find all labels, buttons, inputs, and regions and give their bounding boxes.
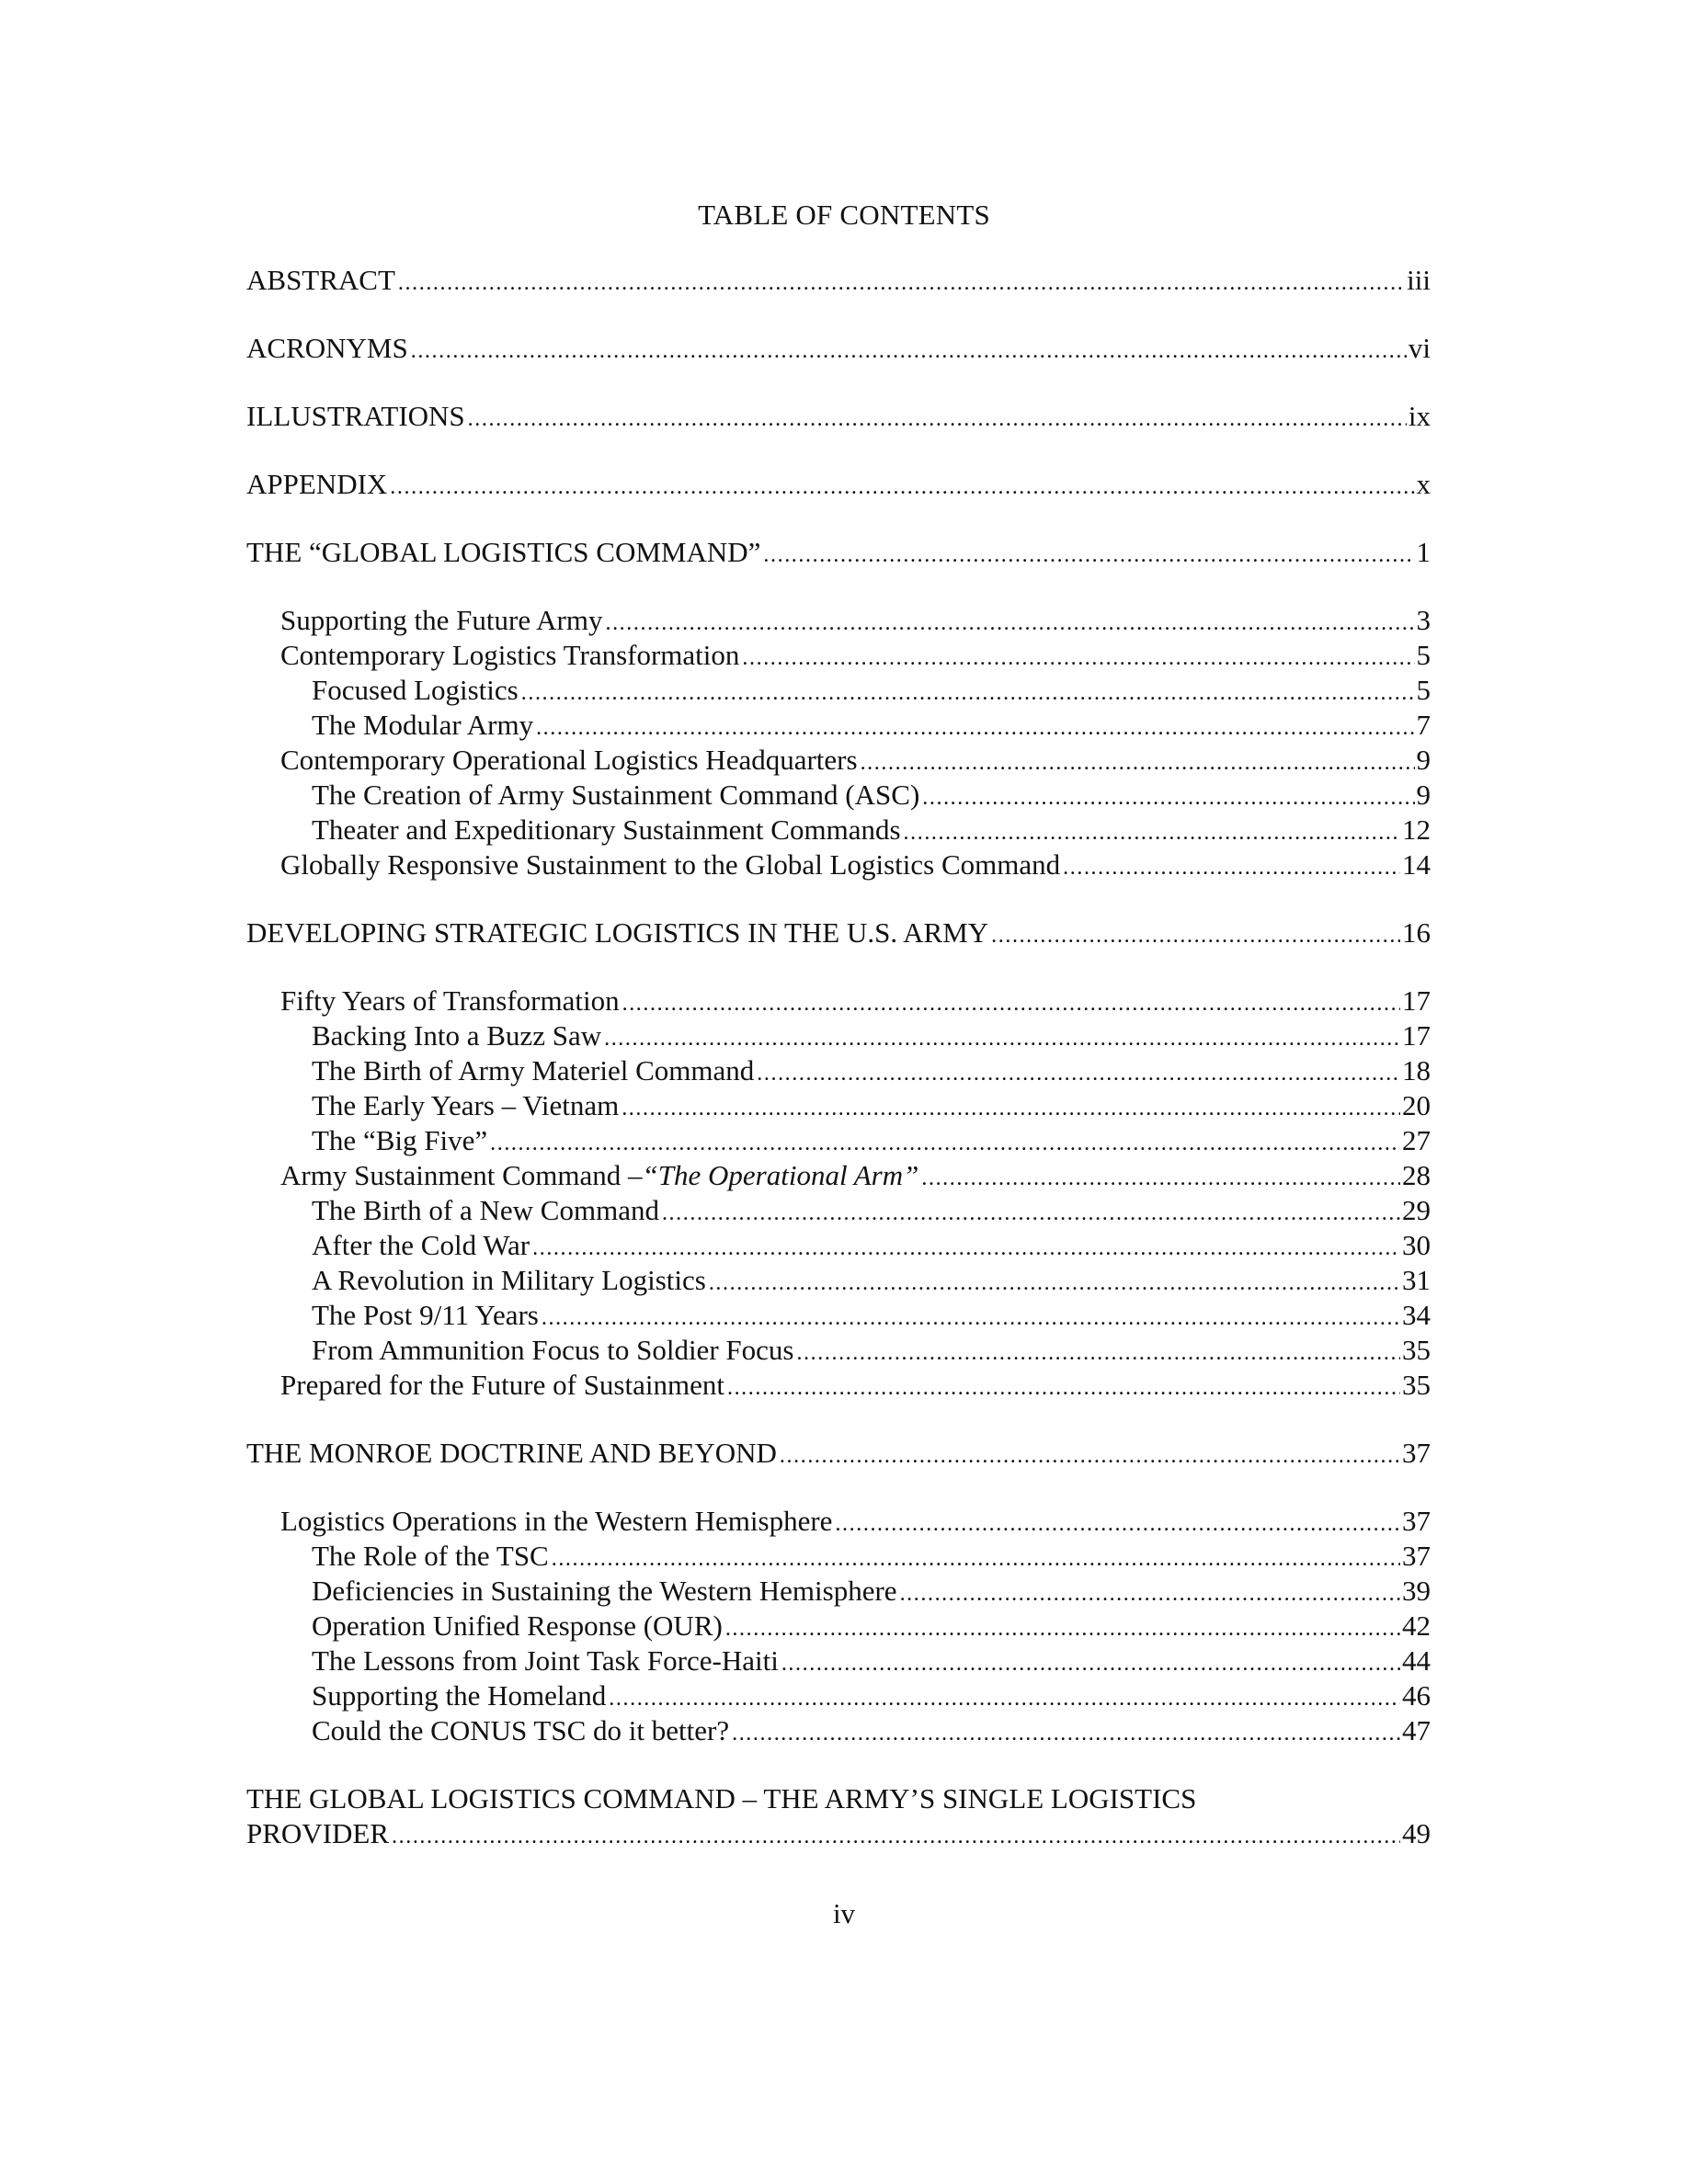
toc-entry[interactable]: [246, 708, 1431, 743]
toc-entry-wrapped-line1[interactable]: THE GLOBAL LOGISTICS COMMAND – THE ARMY’S SINGLE LOGISTICS: [246, 1782, 1197, 1814]
toc-entry-page: 34: [1402, 1299, 1431, 1331]
toc-entry[interactable]: [246, 1298, 1431, 1333]
toc-entry-text: The Lessons from Joint Task Force-Haiti: [312, 1644, 779, 1677]
dot-leader: [604, 1018, 1400, 1056]
toc-entry-text: Supporting the Homeland: [312, 1679, 607, 1712]
toc-entry-page: 47: [1402, 1714, 1431, 1746]
dot-leader: [921, 1158, 1400, 1196]
dot-leader: [757, 1053, 1400, 1091]
toc-entry-page: 7: [1416, 709, 1431, 741]
dot-leader: [622, 1088, 1400, 1126]
toc-entry[interactable]: [246, 1678, 1431, 1713]
toc-entry-page: ix: [1408, 400, 1431, 432]
dot-leader: [536, 708, 1414, 745]
dot-leader: [780, 1436, 1400, 1473]
toc-entry-text: Operation Unified Response (OUR): [312, 1610, 723, 1642]
toc-entry-page: 5: [1416, 639, 1431, 671]
toc-entry-text: Theater and Expeditionary Sustainment Commands: [312, 813, 901, 846]
toc-entry[interactable]: [246, 1539, 1431, 1574]
toc-entry-page: 29: [1402, 1194, 1431, 1226]
toc-entry-page: 28: [1402, 1159, 1431, 1191]
toc-entry[interactable]: [246, 673, 1431, 708]
toc-entry-text: Army Sustainment Command –: [280, 1159, 643, 1191]
toc-entry[interactable]: [246, 813, 1431, 847]
toc-entry-page: 44: [1402, 1644, 1431, 1677]
dot-leader: [490, 1123, 1400, 1161]
toc-entry-text: PROVIDER: [246, 1817, 390, 1849]
dot-leader: [904, 813, 1400, 850]
dot-leader: [725, 1609, 1400, 1646]
dot-leader: [542, 1298, 1400, 1336]
toc-entry-text: THE “GLOBAL LOGISTICS COMMAND”: [246, 536, 761, 568]
page-title: TABLE OF CONTENTS: [698, 199, 990, 231]
toc-entry-text: The Post 9/11 Years: [312, 1299, 539, 1331]
toc-entry-text: Backing Into a Buzz Saw: [312, 1019, 602, 1052]
toc-entry-text: ILLUSTRATIONS: [246, 400, 465, 432]
toc-entry-text: ACRONYMS: [246, 332, 408, 364]
dot-leader: [605, 603, 1414, 641]
toc-entry-text: Deficiencies in Sustaining the Western Hemisphere: [312, 1575, 897, 1607]
toc-entry-page: 27: [1402, 1124, 1431, 1156]
toc-entry-text: From Ammunition Focus to Soldier Focus: [312, 1334, 794, 1366]
toc-entry-text: Logistics Operations in the Western Hemisphere: [280, 1505, 833, 1537]
dot-leader: [709, 1263, 1400, 1301]
toc-entry-page: 31: [1402, 1264, 1431, 1296]
toc-entry-text: The Early Years – Vietnam: [312, 1089, 620, 1121]
toc-entry-text: THE MONROE DOCTRINE AND BEYOND: [246, 1437, 777, 1469]
toc-entry-page: 49: [1402, 1817, 1431, 1849]
toc-entry-page: 18: [1402, 1054, 1431, 1086]
toc-entry-page: 37: [1402, 1437, 1431, 1469]
toc-entry-page: vi: [1408, 332, 1431, 364]
toc-entry-text: ABSTRACT: [246, 264, 395, 296]
toc-entry-page: 37: [1402, 1540, 1431, 1572]
toc-entry-page: 9: [1416, 744, 1431, 776]
toc-entry[interactable]: [246, 1053, 1431, 1088]
toc-entry-page: 30: [1402, 1229, 1431, 1261]
toc-entry-page: 16: [1402, 916, 1431, 949]
toc-entry[interactable]: [246, 1018, 1431, 1053]
toc-entry[interactable]: [246, 1644, 1431, 1678]
toc-entry-text: Could the CONUS TSC do it better?: [312, 1714, 730, 1746]
toc-entry-text: Contemporary Logistics Transformation: [280, 639, 740, 671]
toc-entry-text: Focused Logistics: [312, 674, 519, 706]
toc-entry-text: The Birth of a New Command: [312, 1194, 659, 1226]
toc-entry-text: The Role of the TSC: [312, 1540, 549, 1572]
toc-entry-page: 46: [1402, 1679, 1431, 1712]
toc-entry-text: Globally Responsive Sustainment to the Global Logistics Command: [280, 848, 1061, 881]
dot-leader: [900, 1574, 1400, 1611]
dot-leader: [411, 331, 1407, 369]
toc-entry-text: DEVELOPING STRATEGIC LOGISTICS IN THE U.S. ARMY: [246, 916, 989, 949]
dot-leader: [622, 984, 1400, 1021]
toc-entry[interactable]: [246, 1333, 1431, 1368]
toc-entry-page: 14: [1402, 848, 1431, 881]
dot-leader: [991, 916, 1400, 953]
toc-entry[interactable]: [246, 1123, 1431, 1158]
toc-entry[interactable]: [246, 1228, 1431, 1263]
toc-list: [246, 263, 1431, 1748]
toc-entry[interactable]: [246, 331, 1431, 366]
toc-entry-italic-text: “The Operational Arm”: [642, 1159, 919, 1191]
toc-entry-page: 42: [1402, 1610, 1431, 1642]
toc-entry-page: 5: [1416, 674, 1431, 706]
toc-entry[interactable]: [246, 535, 1431, 570]
toc-entry-page: 3: [1416, 604, 1431, 636]
toc-entry[interactable]: [246, 916, 1431, 950]
toc-entry[interactable]: [246, 263, 1431, 298]
toc-entry-text: APPENDIX: [246, 468, 388, 500]
toc-entry-page: 1: [1416, 536, 1431, 568]
dot-leader: [796, 1333, 1400, 1371]
toc-entry-page: 37: [1402, 1505, 1431, 1537]
dot-leader: [763, 535, 1414, 573]
toc-entry[interactable]: [246, 1263, 1431, 1298]
dot-leader: [781, 1644, 1400, 1681]
toc-entry-page: 39: [1402, 1575, 1431, 1607]
toc-entry[interactable]: [246, 984, 1431, 1018]
toc-entry-page: 35: [1402, 1334, 1431, 1366]
toc-entry-text: Supporting the Future Army: [280, 604, 603, 636]
dot-leader: [521, 673, 1415, 711]
toc-entry-page: 35: [1402, 1369, 1431, 1401]
dot-leader: [468, 399, 1407, 437]
toc-entry-wrapped-line2[interactable]: [246, 1816, 1431, 1851]
toc-entry[interactable]: [246, 1574, 1431, 1609]
toc-entry[interactable]: [246, 1368, 1431, 1403]
toc-entry-page: 17: [1402, 1019, 1431, 1052]
toc-entry-text: After the Cold War: [312, 1229, 530, 1261]
dot-leader: [390, 467, 1414, 505]
dot-leader: [1063, 847, 1400, 885]
dot-leader: [552, 1539, 1400, 1576]
toc-entry[interactable]: [246, 847, 1431, 882]
toc-entry-text: Fifty Years of Transformation: [280, 984, 620, 1017]
table-of-contents: [246, 263, 1431, 1851]
dot-leader: [742, 638, 1414, 676]
toc-entry[interactable]: [246, 1609, 1431, 1644]
dot-leader: [732, 1713, 1400, 1751]
dot-leader: [727, 1368, 1400, 1405]
page-number-footer: iv: [832, 1897, 856, 1929]
dot-leader: [662, 1193, 1400, 1231]
dot-leader: [609, 1678, 1400, 1716]
toc-entry[interactable]: [246, 467, 1431, 502]
toc-entry-page: 20: [1402, 1089, 1431, 1121]
toc-entry[interactable]: [246, 1504, 1431, 1539]
dot-leader: [922, 778, 1414, 815]
toc-entry-text: The Birth of Army Materiel Command: [312, 1054, 755, 1086]
toc-entry-page: 9: [1416, 779, 1431, 811]
toc-entry[interactable]: [246, 603, 1431, 638]
toc-entry-page: 12: [1402, 813, 1431, 846]
dot-leader: [392, 1816, 1400, 1854]
toc-entry[interactable]: [246, 778, 1431, 813]
toc-entry-page: iii: [1407, 264, 1431, 296]
toc-entry-page: 17: [1402, 984, 1431, 1017]
dot-leader: [532, 1228, 1400, 1266]
dot-leader: [835, 1504, 1400, 1541]
toc-entry[interactable]: [246, 743, 1431, 778]
toc-entry-text: A Revolution in Military Logistics: [312, 1264, 706, 1296]
toc-entry-text: Prepared for the Future of Sustainment: [280, 1369, 724, 1401]
toc-entry[interactable]: [246, 1088, 1431, 1123]
toc-entry-text: The Modular Army: [312, 709, 534, 741]
dot-leader: [861, 743, 1415, 780]
toc-entry[interactable]: [246, 1713, 1431, 1748]
toc-entry[interactable]: [246, 1436, 1431, 1471]
toc-entry[interactable]: [246, 1158, 1431, 1193]
toc-entry-page: x: [1416, 468, 1431, 500]
toc-entry[interactable]: [246, 638, 1431, 673]
toc-entry-text: Contemporary Operational Logistics Headquarters: [280, 744, 858, 776]
dot-leader: [398, 263, 1405, 301]
toc-entry-text: The Creation of Army Sustainment Command (ASC): [312, 779, 920, 811]
toc-entry[interactable]: [246, 1193, 1431, 1228]
toc-entry[interactable]: [246, 399, 1431, 434]
toc-entry-text: The “Big Five”: [312, 1124, 488, 1156]
